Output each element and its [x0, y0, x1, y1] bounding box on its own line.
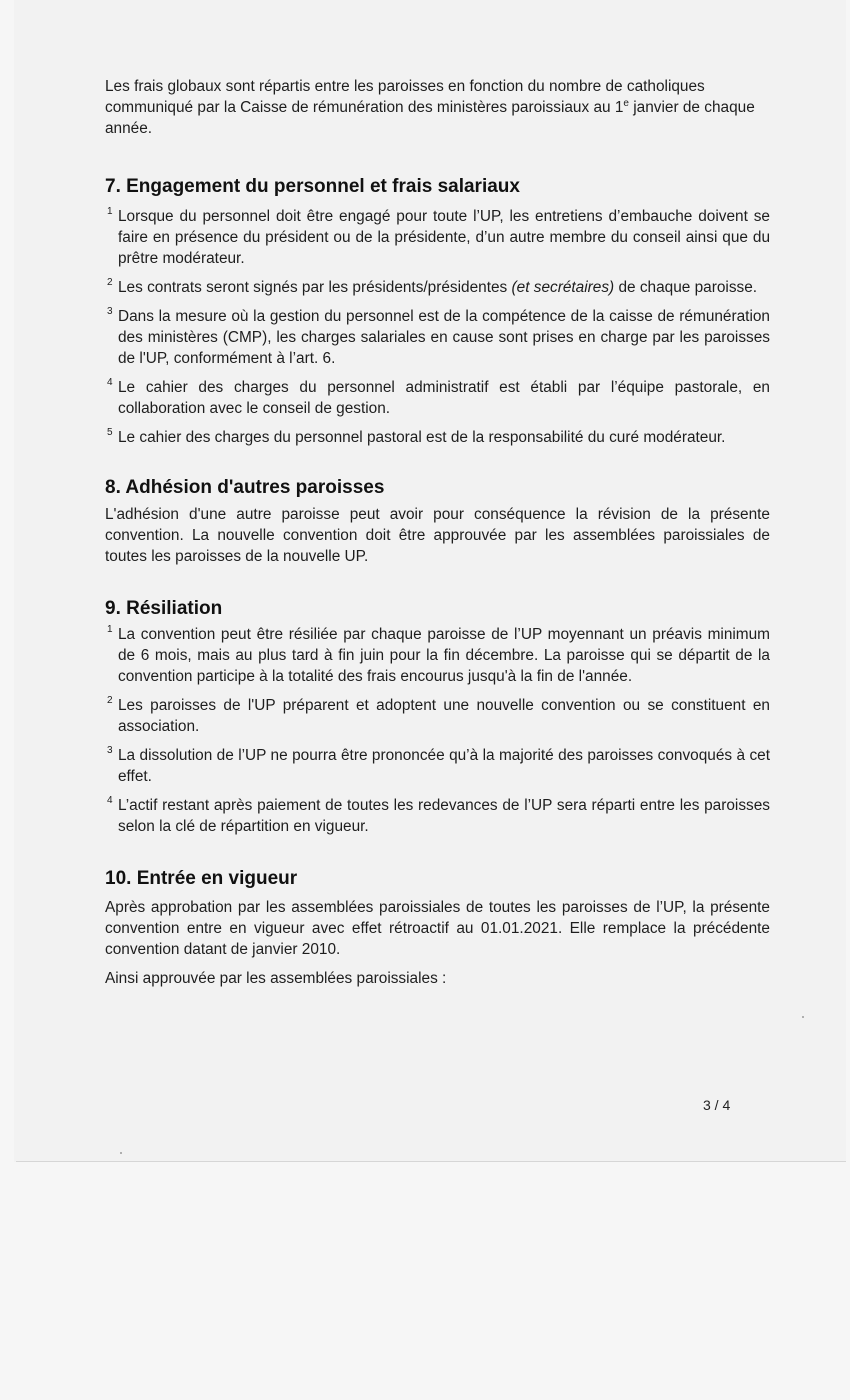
- list-item: [105, 795, 770, 837]
- item-text: [118, 277, 770, 298]
- scan-speck: [120, 1152, 122, 1154]
- intro-text-end: janvier de chaque année.: [105, 99, 755, 137]
- section-7-title: 7. Engagement du personnel et frais salariaux: [105, 176, 520, 197]
- item-text-part: Les contrats seront signés par les présidents/présidentes: [118, 279, 512, 296]
- section-7-list: [105, 206, 770, 448]
- item-text-part: de chaque paroisse.: [614, 279, 758, 296]
- list-item: [105, 206, 770, 269]
- item-text: La convention peut être résiliée par chaque paroisse de l’UP moyennant un préavis minimum de 6 mois, mais au plus tard à fin juin pour la fin décembre. La paroisse qui se départit de la convention participe à la totalité des frais encourus jusqu'à la fin de l'année.: [118, 626, 770, 685]
- section-10-closing: Ainsi approuvée par les assemblées paroissiales :: [105, 970, 447, 987]
- item-number: 4: [107, 795, 113, 806]
- list-item: [105, 695, 770, 737]
- item-text: Dans la mesure où la gestion du personnel est de la compétence de la caisse de rémunération des ministères (CMP), les charges salariales en cause sont prises en charge par les paroisses de l'UP, conformément à l’art. 6.: [118, 308, 770, 367]
- superscript: e: [623, 97, 629, 109]
- section-9-list: [105, 624, 770, 837]
- intro-paragraph: [105, 76, 765, 139]
- section-10-text: Après approbation par les assemblées paroissiales de toutes les paroisses de l’UP, la présente convention entre en vigueur avec effet rétroactif au 01.01.2021. Elle remplace la précédente convention datant de janvier 2010.: [105, 899, 770, 958]
- list-item: [105, 427, 770, 448]
- item-number: 3: [107, 306, 113, 317]
- item-text: Lorsque du personnel doit être engagé pour toute l’UP, les entretiens d’embauche doivent se faire en présence du président ou de la présidente, d’un autre membre du conseil ainsi que du prêtre modérateur.: [118, 208, 770, 267]
- item-number: 5: [107, 427, 113, 438]
- list-item: [105, 377, 770, 419]
- item-number: 4: [107, 377, 113, 388]
- list-item: [105, 624, 770, 687]
- section-8-text: L'adhésion d'une autre paroisse peut avoir pour conséquence la révision de la présente convention. La nouvelle convention doit être approuvée par les assemblées paroissiales de toutes les paroisses de la nouvelle UP.: [105, 506, 770, 565]
- section-9-title: 9. Résiliation: [105, 598, 223, 619]
- item-number: 2: [107, 695, 113, 706]
- item-number: 2: [107, 277, 113, 288]
- list-item: [105, 306, 770, 369]
- item-text: Les paroisses de l'UP préparent et adoptent une nouvelle convention ou se constituent en association.: [118, 697, 770, 735]
- section-8-title: 8. Adhésion d'autres paroisses: [105, 477, 385, 498]
- page-number: 3 / 4: [703, 1097, 731, 1113]
- item-text: La dissolution de l’UP ne pourra être prononcée qu’à la majorité des paroisses convoqués à cet effet.: [118, 747, 770, 785]
- page-edge: [16, 1161, 846, 1162]
- list-item: [105, 745, 770, 787]
- list-item: [105, 277, 770, 298]
- section-10-title: 10. Entrée en vigueur: [105, 868, 298, 889]
- item-number: 3: [107, 745, 113, 756]
- item-number: 1: [107, 206, 113, 217]
- scan-speck: [802, 1016, 804, 1018]
- item-text-italic: (et secrétaires): [511, 279, 615, 296]
- item-number: 1: [107, 624, 113, 635]
- item-text: L’actif restant après paiement de toutes les redevances de l’UP sera réparti entre les paroisses selon la clé de répartition en vigueur.: [118, 797, 770, 835]
- document-body: [105, 76, 770, 989]
- item-text: Le cahier des charges du personnel pastoral est de la responsabilité du curé modérateur.: [118, 429, 726, 446]
- intro-text: Les frais globaux sont répartis entre les paroisses en fonction du nombre de catholiques communiqué par la Caisse de rémunération des ministères paroissiaux au 1: [105, 78, 705, 116]
- item-text: Le cahier des charges du personnel administratif est établi par l’équipe pastorale, en collaboration avec le conseil de gestion.: [118, 379, 770, 417]
